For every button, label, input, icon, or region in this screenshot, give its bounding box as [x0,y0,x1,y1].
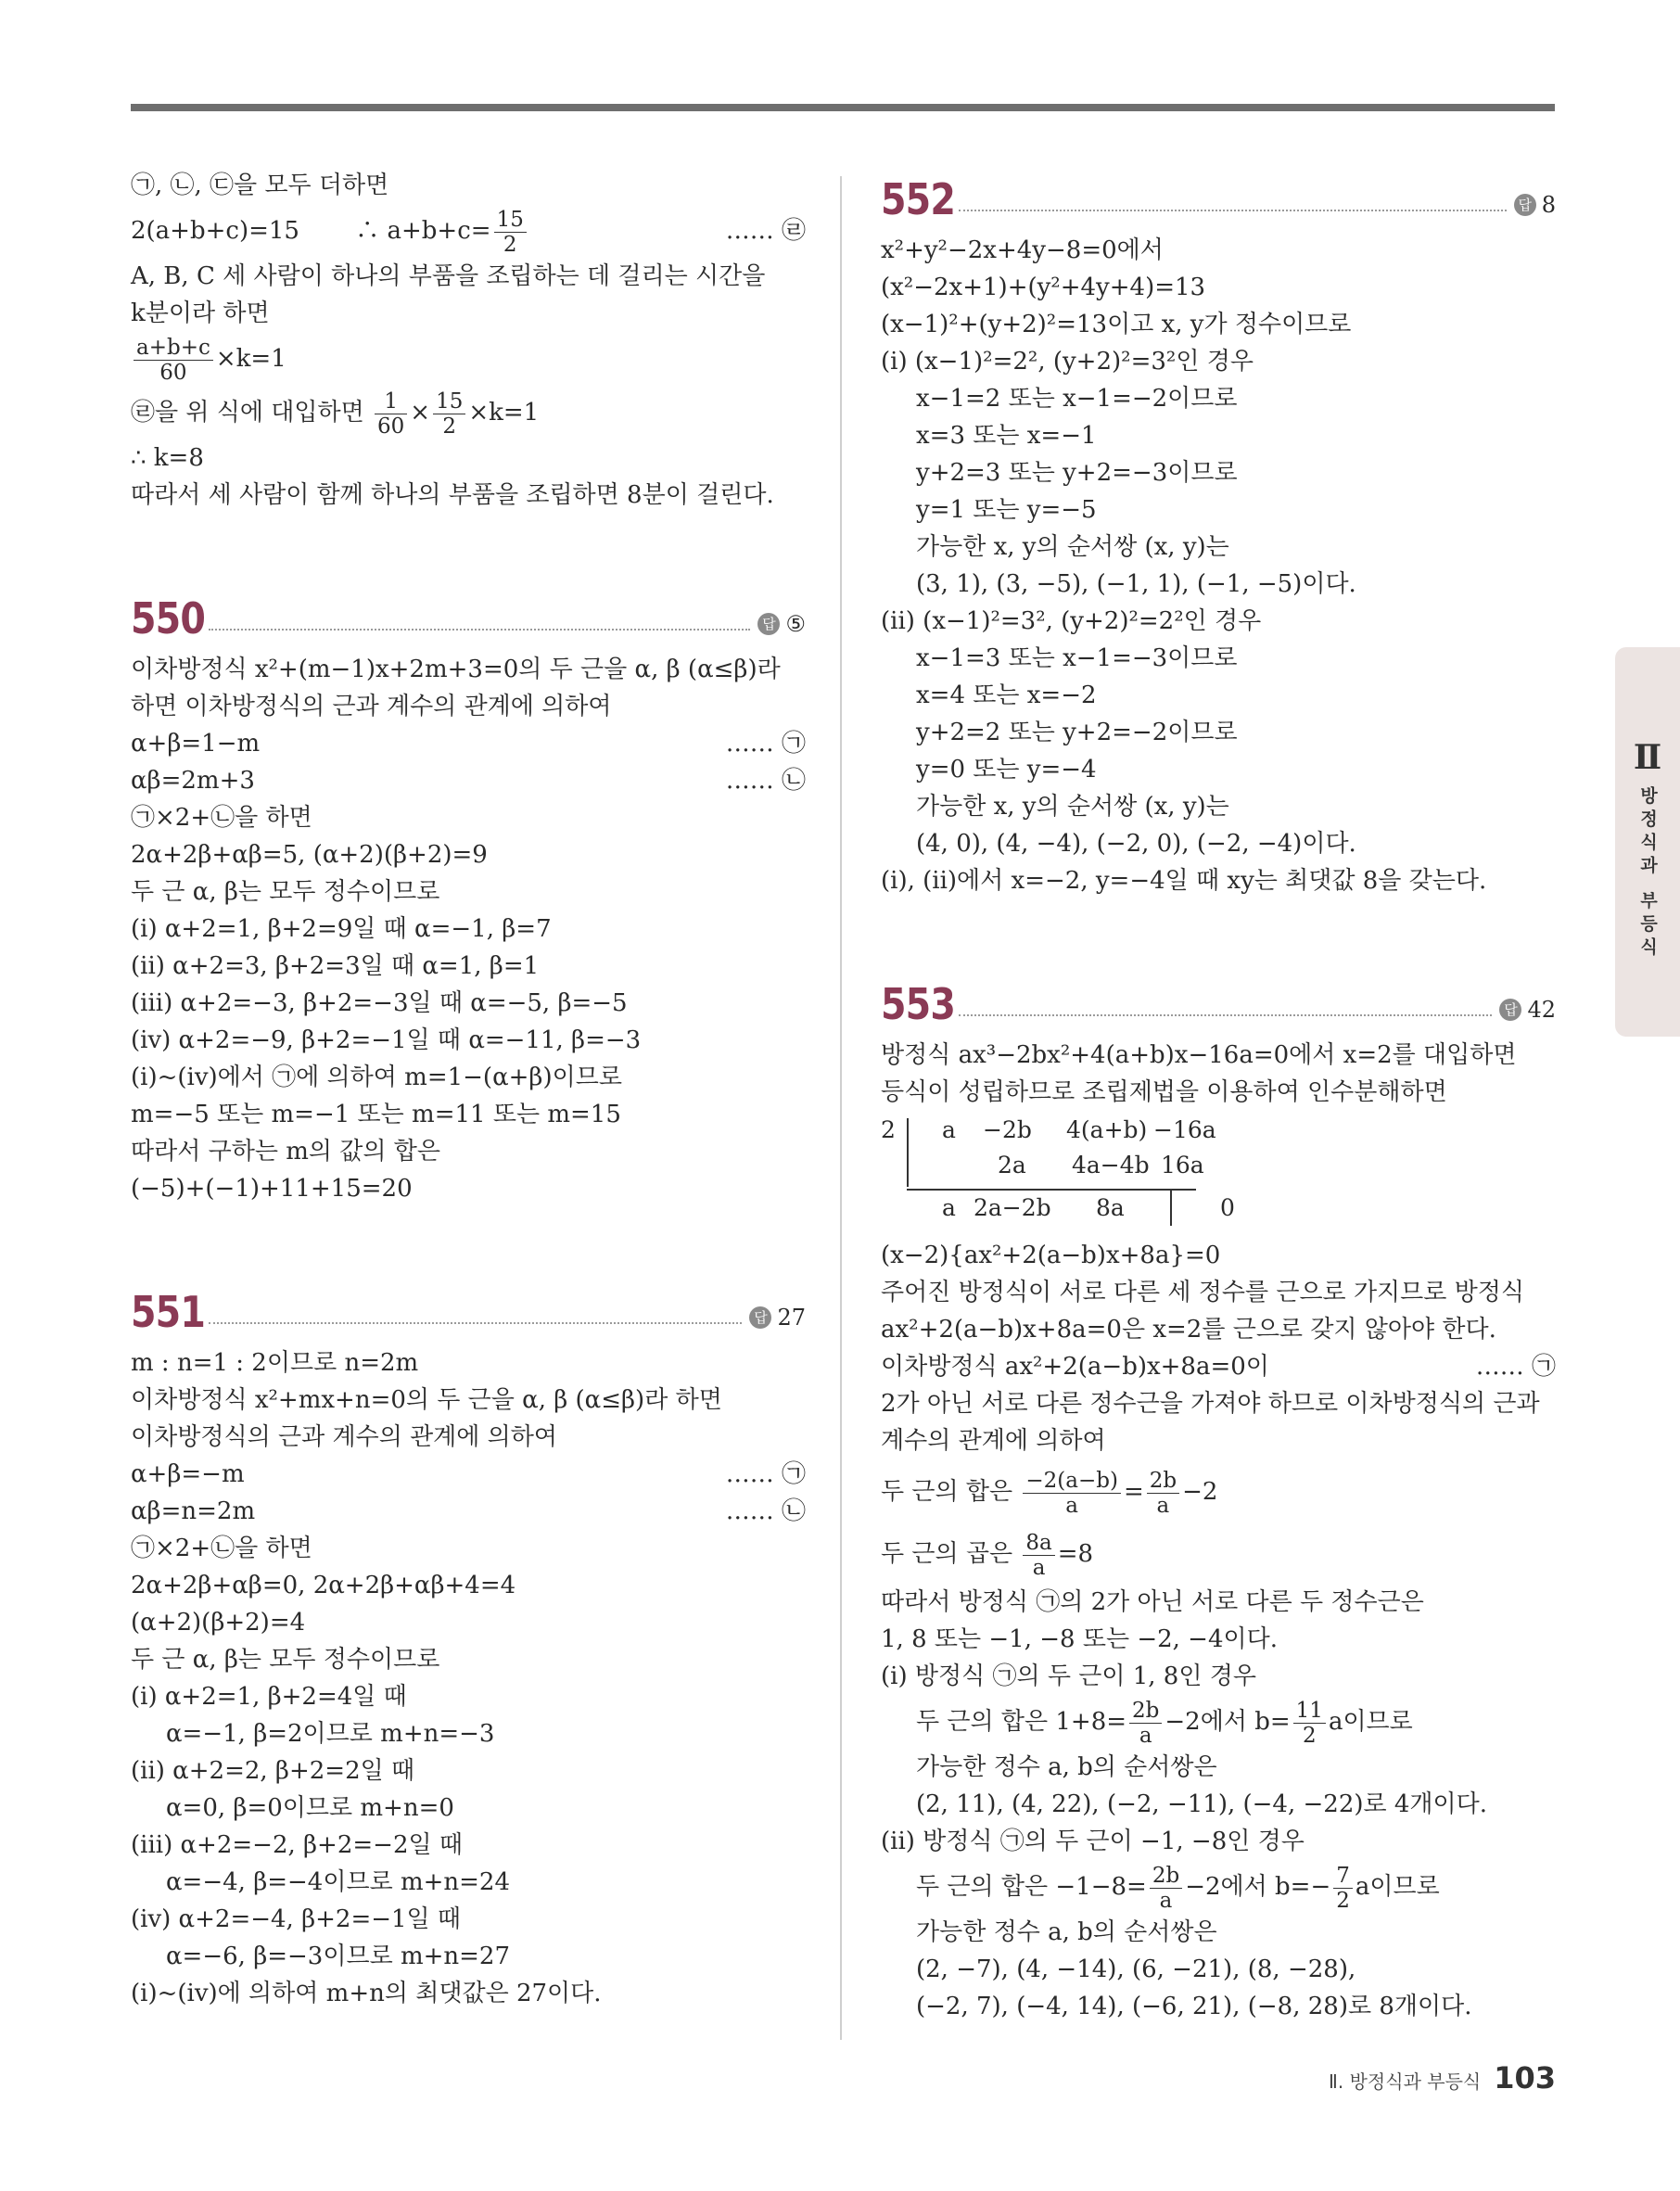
numerator: 2b [1129,1699,1162,1724]
footer-chapter: Ⅱ. 방정식과 부등식 [1329,2070,1482,2093]
text-line [881,1988,1556,2025]
line-text: 계수의 관계에 의하여 [881,1427,1106,1455]
chapter-numeral: Ⅱ [1633,738,1662,777]
math-text: 두 근의 합은 −1−8= [916,1873,1147,1901]
denominator: a [1065,1493,1079,1518]
line-text: 2α+2β+αβ=0, 2α+2β+αβ+4=4 [131,1572,516,1599]
text-line [881,1274,1556,1311]
line-text: (iv) α+2=−4, β+2=−1일 때 [131,1905,462,1933]
text-line [881,862,1556,899]
line-text: (i), (ii)에서 x=−2, y=−4일 때 xy는 최댓값 8을 갖는다. [881,867,1487,895]
text-line [881,491,1556,529]
solution-lines [131,651,806,1207]
line-text: (i)~(iv)에서 ㉠에 의하여 m=1−(α+β)이므로 [131,1064,622,1091]
solution-lines [881,232,1556,899]
right-column [881,169,1556,2025]
text-line [881,714,1556,751]
text-line [131,1678,806,1715]
chapter-side-tab [1615,647,1680,1037]
answer-mark-icon: 답 [757,613,780,635]
math-text: =8 [1057,1540,1094,1568]
line-text: (x−2){ax²+2(a−b)x+8a}=0 [881,1242,1221,1269]
text-line: 따라서 세 사람이 함께 하나의 부품을 조립하면 8분이 걸린다. [131,481,774,509]
line-text: 두 근 α, β는 모두 정수이므로 [131,878,440,906]
math-line [881,1459,1556,1524]
synthetic-cell: a [942,1116,956,1143]
line-text: α=−6, β=−3이므로 m+n=27 [166,1943,511,1970]
page-footer [1329,2060,1556,2095]
text-line [131,1901,806,1938]
numerator: 1 [375,389,407,414]
line-text: (−2, 7), (−4, 14), (−6, 21), (−8, 28)로 8개이다. [916,1993,1472,2020]
synthetic-division [881,1116,1556,1231]
text-line: k분이라 하면 [131,299,270,327]
answer-value: ⑤ [785,611,806,637]
line-text: 두 근 α, β는 모두 정수이므로 [131,1646,440,1674]
line-text: (2, −7), (4, −14), (6, −21), (8, −28), [916,1955,1356,1983]
text-line [881,306,1556,343]
text-line [131,762,806,799]
left-column [131,167,806,2012]
text-line [131,1715,806,1752]
line-text: (3, 1), (3, −5), (−1, 1), (−1, −5)이다. [916,570,1356,598]
text-line [881,1786,1556,1823]
numerator: 15 [494,208,527,233]
spacer [131,1207,806,1281]
problem-header [881,169,1556,223]
line-text: m : n=1 : 2이므로 n=2m [131,1349,419,1377]
text-line [881,677,1556,714]
line-text: 이차방정식의 근과 계수의 관계에 의하여 [131,1423,558,1451]
line-text: (α+2)(β+2)=4 [131,1609,306,1637]
denominator: a [1159,1888,1173,1913]
line-text: 등식이 성립하므로 조립제법을 이용하여 인수분해하면 [881,1078,1447,1106]
text-line [881,454,1556,491]
math-text: 두 근의 합은 1+8= [916,1708,1127,1736]
equation-tag: …… ㉠ [1475,1353,1556,1381]
solution-lines [881,1914,1556,2025]
text-line: ㉠, ㉡, ㉢을 모두 더하면 [131,172,389,199]
line-text: (4, 0), (4, −4), (−2, 0), (−2, −4)이다. [916,830,1356,858]
line-text: y+2=3 또는 y+2=−3이므로 [916,459,1238,487]
problem-number: 550 [131,593,206,643]
line-text: (ii) α+2=3, β+2=3일 때 α=1, β=1 [131,952,540,980]
line-text: 가능한 x, y의 순서쌍 (x, y)는 [916,533,1229,561]
line-text: 가능한 정수 a, b의 순서쌍은 [916,1753,1217,1781]
line-text: ax²+2(a−b)x+8a=0은 x=2를 근으로 갖지 않아야 한다. [881,1316,1496,1344]
math-text: ×k=1 [215,345,286,373]
line-text: α+β=−m [131,1460,245,1488]
math-text: −2에서 b=− [1185,1873,1331,1901]
synthetic-cell: 2a [998,1152,1026,1178]
line-text: 2α+2β+αβ=5, (α+2)(β+2)=9 [131,841,488,869]
problem-550 [131,588,806,1207]
denominator: 60 [377,414,405,439]
synthetic-cell: 4(a+b) [1066,1116,1148,1143]
text-line [881,269,1556,306]
leader-dots [959,1014,1492,1016]
text-line [881,1422,1556,1459]
text-line [131,911,806,948]
fraction [1023,1469,1121,1518]
line-text: 방정식 ax³−2bx²+4(a+b)x−16a=0에서 x=2를 대입하면 [881,1041,1517,1069]
math-text: = [1123,1478,1144,1506]
line-text: 가능한 x, y의 순서쌍 (x, y)는 [916,793,1229,821]
text-line [131,873,806,911]
denominator: 60 [159,360,187,385]
text-line [131,1530,806,1567]
synthetic-cell: 4a−4b [1072,1152,1150,1178]
line-text: αβ=n=2m [131,1497,256,1525]
text-line [131,1059,806,1096]
answer [757,610,806,638]
text-line [131,1022,806,1059]
text-line [131,799,806,836]
solution-lines [131,1344,806,2012]
line-text: (i) (x−1)²=2², (y+2)²=3²인 경우 [881,348,1254,376]
text-line [131,1493,806,1530]
line-text: ㉠×2+㉡을 하면 [131,1535,312,1562]
solution-lines [881,1584,1556,1695]
spacer [131,514,806,588]
text-line [131,1827,806,1864]
math-text: −2에서 b= [1165,1708,1291,1736]
text-line [881,788,1556,825]
math-text: ×k=1 [468,399,540,427]
text-line [881,1037,1556,1074]
text-line [881,603,1556,640]
math-line [881,1524,1556,1584]
text-line [881,1658,1556,1695]
problem-number: 551 [131,1287,206,1337]
line-text: (x−1)²+(y+2)²=13이고 x, y가 정수이므로 [881,311,1352,338]
solution-lines [881,1237,1556,1459]
line-text: 따라서 구하는 m의 값의 합은 [131,1138,440,1166]
problem-552 [881,169,1556,899]
fraction [1129,1699,1162,1748]
math-text: × [410,399,431,427]
synthetic-root: 2 [881,1116,896,1143]
line-text: 2가 아닌 서로 다른 정수근을 가져야 하므로 이차방정식의 근과 [881,1390,1540,1418]
solution-lines [881,1037,1556,1111]
answer [1514,191,1556,219]
line-text: 이차방정식 x²+mx+n=0의 두 근을 α, β (α≤β)라 하면 [131,1386,722,1414]
text-line [131,1641,806,1678]
text-line [881,1385,1556,1422]
math-line [881,1860,1556,1914]
synthetic-cell: 8a [1096,1194,1125,1221]
denominator: 2 [1336,1888,1350,1913]
synthetic-vertical-rule [907,1118,909,1187]
line-text: (i) α+2=1, β+2=4일 때 [131,1683,407,1711]
line-text: 가능한 정수 a, b의 순서쌍은 [916,1918,1217,1946]
line-text: 이차방정식 x²+(m−1)x+2m+3=0의 두 근을 α, β (α≤β)라 [131,656,781,683]
text-line [881,1951,1556,1988]
line-text: (x²−2x+1)+(y²+4y+4)=13 [881,274,1206,301]
line-text: x=4 또는 x=−2 [916,682,1097,709]
equation-tag: …… ㉣ [725,217,806,245]
line-text: αβ=2m+3 [131,767,255,795]
line-text: (−5)+(−1)+11+15=20 [131,1175,413,1203]
line-text: (ii) (x−1)²=3², (y+2)²=2²인 경우 [881,607,1262,635]
line-text: y+2=2 또는 y+2=−2이므로 [916,719,1238,746]
fraction [1023,1531,1054,1580]
math-text: a이므로 [1328,1708,1413,1736]
fraction [375,389,407,439]
line-text: (ii) α+2=2, β+2=2일 때 [131,1757,415,1785]
line-text: y=0 또는 y=−4 [916,756,1097,783]
line-text: x=3 또는 x=−1 [916,422,1097,450]
answer-mark-icon: 답 [749,1306,771,1329]
synthetic-cell: 16a [1161,1152,1204,1178]
answer-value: 27 [777,1305,806,1331]
fraction [1147,1469,1179,1518]
line-text: (i) α+2=1, β+2=9일 때 α=−1, β=7 [131,915,552,943]
line-text: (iv) α+2=−9, β+2=−1일 때 α=−11, β=−3 [131,1026,642,1054]
math-text: 두 근의 합은 [881,1478,1021,1506]
answer-value: 8 [1541,192,1556,218]
denominator: 2 [442,414,457,439]
answer [1499,996,1556,1024]
text-line [131,688,806,725]
text-line [881,566,1556,603]
math-text: −2 [1182,1478,1218,1506]
denominator: a [1139,1723,1152,1748]
text-line [131,948,806,985]
line-text: (i) 방정식 ㉠의 두 근이 1, 8인 경우 [881,1662,1256,1690]
text-line [881,1311,1556,1348]
line-text: (i)~(iv)에 의하여 m+n의 최댓값은 27이다. [131,1980,602,2007]
numerator: a+b+c [134,336,213,361]
text-line [881,1348,1556,1385]
text-line [881,1584,1556,1621]
denominator: 2 [503,232,517,257]
denominator: a [1032,1555,1046,1580]
leader-dots [959,210,1507,211]
numerator: 8a [1023,1531,1054,1556]
leader-dots [209,629,750,631]
math-text: a이므로 [1355,1873,1440,1901]
fraction [1150,1864,1182,1913]
synthetic-remainder: 0 [1220,1194,1235,1221]
equation-tag: …… ㉠ [725,730,806,758]
text-line [131,1170,806,1207]
text-line [881,1074,1556,1111]
line-text: 따라서 방정식 ㉠의 2가 아닌 서로 다른 두 정수근은 [881,1588,1424,1616]
text-line [131,1938,806,1975]
text-line [881,1823,1556,1860]
line-text: (iii) α+2=−2, β+2=−2일 때 [131,1831,463,1859]
text-line [131,1133,806,1170]
text-line [131,1604,806,1641]
line-text: ㉠×2+㉡을 하면 [131,804,312,832]
math-text: 2(a+b+c)=15 ∴ a+b+c= [131,217,491,245]
problem-553 [881,974,1556,2025]
equation-tag: …… ㉡ [725,1497,806,1525]
answer-mark-icon: 답 [1514,194,1536,216]
answer-mark-icon: 답 [1499,999,1521,1021]
text-line [881,343,1556,380]
line-text: x−1=2 또는 x−1=−2이므로 [916,385,1238,413]
answer [749,1304,806,1331]
text-line [131,1567,806,1604]
text-line [131,1344,806,1382]
text-line [881,1914,1556,1951]
problem-551 [131,1281,806,2012]
line-text: 하면 이차방정식의 근과 계수의 관계에 의하여 [131,693,612,720]
problem-number: 553 [881,979,956,1029]
synthetic-cell: −2b [983,1116,1032,1143]
fraction [494,208,527,257]
text-line [131,836,806,873]
text-line [131,1096,806,1133]
fraction [1333,1864,1353,1913]
text-line [881,1237,1556,1274]
line-text: α=0, β=0이므로 m+n=0 [166,1794,454,1822]
line-text: 이차방정식 ax²+2(a−b)x+8a=0이 [881,1353,1269,1381]
line-text: m=−5 또는 m=−1 또는 m=11 또는 m=15 [131,1101,621,1128]
text-line [881,825,1556,862]
math-line [131,386,806,439]
text-line [131,1752,806,1790]
math-text: 두 근의 곱은 [881,1540,1021,1568]
math-line [881,1695,1556,1749]
text-line [131,1790,806,1827]
text-line [131,1864,806,1901]
synthetic-cell: 2a−2b [974,1194,1051,1221]
numerator: 15 [433,389,465,414]
problem-header [131,1281,806,1335]
numerator: 2b [1147,1469,1179,1494]
column-divider [840,176,842,2040]
math-text: ㉣을 위 식에 대입하면 [131,399,372,427]
fraction [134,336,213,385]
text-line [881,417,1556,454]
numerator: 7 [1333,1864,1353,1889]
text-line [131,1975,806,2012]
line-text: x²+y²−2x+4y−8=0에서 [881,236,1164,264]
synthetic-horizontal-rule [907,1189,1196,1191]
text-line [881,1621,1556,1658]
problem-number: 552 [881,174,956,224]
line-text: α+β=1−m [131,730,261,758]
line-text: x−1=3 또는 x−1=−3이므로 [916,644,1238,672]
denominator: 2 [1302,1723,1317,1748]
text-line [131,651,806,688]
line-text: 주어진 방정식이 서로 다른 세 정수를 근으로 가지므로 방정식 [881,1279,1525,1306]
text-line [881,380,1556,417]
text-line [131,1382,806,1419]
text-line [881,751,1556,788]
page-number: 103 [1494,2060,1556,2095]
leader-dots [209,1322,742,1324]
denominator: a [1156,1493,1170,1518]
spacer [881,899,1556,974]
text-line [131,985,806,1022]
remainder-box-left [1170,1189,1172,1226]
numerator: 11 [1293,1699,1326,1724]
chapter-label: 방정식과 부등식 [1637,786,1658,961]
numerator: 2b [1150,1864,1182,1889]
line-text: y=1 또는 y=−5 [916,496,1097,524]
line-text: 1, 8 또는 −1, −8 또는 −2, −4이다. [881,1625,1278,1653]
text-line: A, B, C 세 사람이 하나의 부품을 조립하는 데 걸리는 시간을 [131,262,766,290]
line-text: α=−4, β=−4이므로 m+n=24 [166,1868,511,1896]
text-line [881,1749,1556,1786]
text-line [131,725,806,762]
fraction [1293,1699,1326,1748]
solution-lines [881,1749,1556,1860]
answer-value: 42 [1527,997,1556,1023]
text-line [131,1456,806,1493]
synthetic-cell: a [942,1194,956,1221]
line-text: (ii) 방정식 ㉠의 두 근이 −1, −8인 경우 [881,1828,1305,1855]
text-line [881,640,1556,677]
math-line [131,204,806,258]
top-rule [131,104,1555,111]
synthetic-cell: −16a [1153,1116,1216,1143]
fraction [433,389,465,439]
text-line [131,1419,806,1456]
text-line: ∴ k=8 [131,444,204,472]
math-line [131,332,806,386]
text-line [881,529,1556,566]
line-text: α=−1, β=2이므로 m+n=−3 [166,1720,495,1748]
line-text: (iii) α+2=−3, β+2=−3일 때 α=−5, β=−5 [131,989,628,1017]
problem-header [131,588,806,642]
text-line [881,232,1556,269]
numerator: −2(a−b) [1023,1469,1121,1494]
equation-tag: …… ㉡ [725,767,806,795]
problem-header [881,974,1556,1027]
line-text: (2, 11), (4, 22), (−2, −11), (−4, −22)로 4개이다. [916,1790,1488,1818]
equation-tag: …… ㉠ [725,1460,806,1488]
